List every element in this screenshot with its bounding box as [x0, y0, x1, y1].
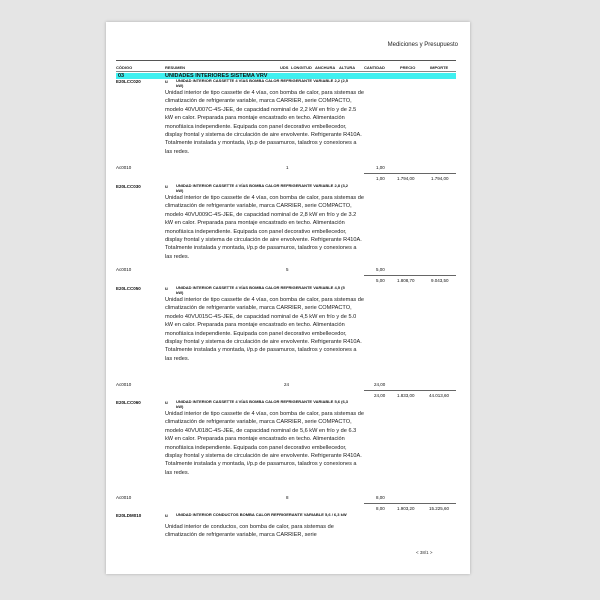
item-unit: u [165, 513, 168, 518]
measurement-quantity: 1,00 [376, 165, 385, 170]
col-header-uds: UDS [280, 65, 289, 70]
item-title: UNIDAD INTERIOR CASSETTE 4 VÍAS BOMBA CALOR REFRIGERANTE VARIABLE 4,5 (5 kW) [176, 285, 345, 295]
item-code: E20LDM010 [116, 513, 142, 518]
total-rule [364, 173, 456, 174]
measurement-label: Ac0010 [116, 165, 132, 170]
unit-price: 1.833,00 [397, 393, 415, 398]
item-unit: u [165, 184, 168, 189]
col-header-codigo: CÓDIGO [116, 65, 133, 70]
item-code: E20LCC050 [116, 286, 141, 291]
unit-price: 1.794,00 [397, 176, 415, 181]
page-header-title: Mediciones y Presupuesto [387, 42, 458, 48]
col-header-resumen: RESUMEN [165, 65, 186, 70]
unit-price: 1.903,20 [397, 506, 415, 511]
chapter-title: UNIDADES INTERIORES SISTEMA VRV [165, 73, 268, 79]
total-rule [364, 275, 456, 276]
page-number: < 38/1 > [416, 550, 433, 555]
item-description: Unidad interior de tipo cassette de 4 vías, con bomba de calor, para sistemas de climatización de refrigerante variable, marca CARRIER, serie COMPACTO, modelo 40VU007C-4S-JEE, de capacidad nominal de 2,2 kW en frío y de 2.5 kW en calor. Preparada para montaje encastrado en techo. Alimentación monofásica independiente. Equipada con panel decorativo embellecedor, display frontal y sistema de circulación de aire envolvente. Refrigerante R410A. Totalmente instalada y montada, i/p.p de pasamuros, taladros y conexiones a las redes. [165, 90, 365, 155]
col-header-altura: ALTURA [339, 65, 356, 70]
document-page [106, 22, 470, 574]
item-title: UNIDAD INTERIOR CASSETTE 4 VÍAS BOMBA CALOR REFRIGERANTE VARIABLE 5,6 (6,3 kW) [176, 399, 349, 409]
item-title: UNIDAD INTERIOR CASSETTE 4 VÍAS BOMBA CALOR REFRIGERANTE VARIABLE 2,8 (3,2 kW) [176, 183, 349, 193]
col-header-precio: PRECIO [400, 65, 416, 70]
item-title: UNIDAD INTERIOR CONDUCTOS BOMBA CALOR REFRIGERANTE VARIABLE 5,6 / 6,3 kW [176, 512, 347, 517]
measurement-uds: 8 [286, 495, 289, 500]
item-title: UNIDAD INTERIOR CASSETTE 4 VÍAS BOMBA CALOR REFRIGERANTE VARIABLE 2,2 (2,5 kW) [176, 78, 349, 88]
total-rule [364, 390, 456, 391]
item-code: E20LCC060 [116, 400, 141, 405]
unit-price: 1.808,70 [397, 278, 415, 283]
measurement-quantity: 24,00 [374, 382, 386, 387]
col-header-longitud: LONGITUD [291, 65, 312, 70]
total-quantity: 5,00 [376, 278, 385, 283]
chapter-code: 03 [118, 73, 125, 79]
total-quantity: 8,00 [376, 506, 385, 511]
col-header-cantidad: CANTIDAD [364, 65, 385, 70]
measurement-uds: 1 [286, 165, 289, 170]
total-rule [364, 503, 456, 504]
item-unit: u [165, 400, 168, 405]
header-rule [116, 60, 456, 61]
item-unit: u [165, 79, 168, 84]
total-amount: 9.043,50 [431, 278, 449, 283]
item-code: E20LCC030 [116, 184, 141, 189]
item-description: Unidad interior de tipo cassette de 4 vías, con bomba de calor, para sistemas de climatización de refrigerante variable, marca CARRIER, serie COMPACTO, modelo 40VU018C-4S-JEE, de capacidad nominal de 5,6 kW en frío y de 6.3 kW en calor. Preparada para montaje encastrado en techo. Alimentación monofásica independiente. Equipada con panel decorativo embellecedor, display frontal y sistema de circulación de aire envolvente. Refrigerante R410A. Totalmente instalada y montada, i/p.p de pasamuros, taladros y conexiones a las redes. [165, 411, 365, 476]
total-amount: 15.225,60 [429, 506, 450, 511]
measurement-quantity: 5,00 [376, 267, 385, 272]
col-header-importe: IMPORTE [430, 65, 449, 70]
total-amount: 44.013,60 [429, 393, 450, 398]
total-amount: 1.794,00 [431, 176, 449, 181]
item-description: Unidad interior de conductos, con bomba de calor, para sistemas de climatización de refrigerante variable, marca CARRIER, serie [165, 524, 334, 539]
item-code: E20LCC020 [116, 79, 141, 84]
measurement-label: Ac0010 [116, 267, 132, 272]
col-header-anchura: ANCHURA [315, 65, 336, 70]
item-description: Unidad interior de tipo cassette de 4 vías, con bomba de calor, para sistemas de climatización de refrigerante variable, marca CARRIER, serie COMPACTO, modelo 40VU009C-4S-JEE, de capacidad nominal de 2,8 kW en frío y de 3.2 kW en calor. Preparada para montaje encastrado en techo. Alimentación monofásica independiente. Equipada con panel decorativo embellecedor, display frontal y sistema de circulación de aire envolvente. Refrigerante R410A. Totalmente instalada y montada, i/p.p de pasamuros, taladros y conexiones a las redes. [165, 195, 365, 260]
measurement-uds: 5 [286, 267, 289, 272]
total-quantity: 1,00 [376, 176, 385, 181]
total-quantity: 24,00 [374, 393, 386, 398]
column-header-rule [116, 71, 456, 72]
measurement-label: Ac0010 [116, 382, 132, 387]
measurement-quantity: 8,00 [376, 495, 385, 500]
item-description: Unidad interior de tipo cassette de 4 vías, con bomba de calor, para sistemas de climatización de refrigerante variable, marca CARRIER, serie COMPACTO, modelo 40VU015C-4S-JEE, de capacidad nominal de 4,5 kW en frío y de 5.0 kW en calor. Preparada para montaje encastrado en techo. Alimentación monofásica independiente. Equipada con panel decorativo embellecedor, display frontal y sistema de circulación de aire envolvente. Refrigerante R410A. Totalmente instalada y montada, i/p.p de pasamuros, taladros y conexiones a las redes. [165, 297, 365, 362]
measurement-uds: 24 [284, 382, 290, 387]
item-unit: u [165, 286, 168, 291]
measurement-label: Ac0010 [116, 495, 132, 500]
